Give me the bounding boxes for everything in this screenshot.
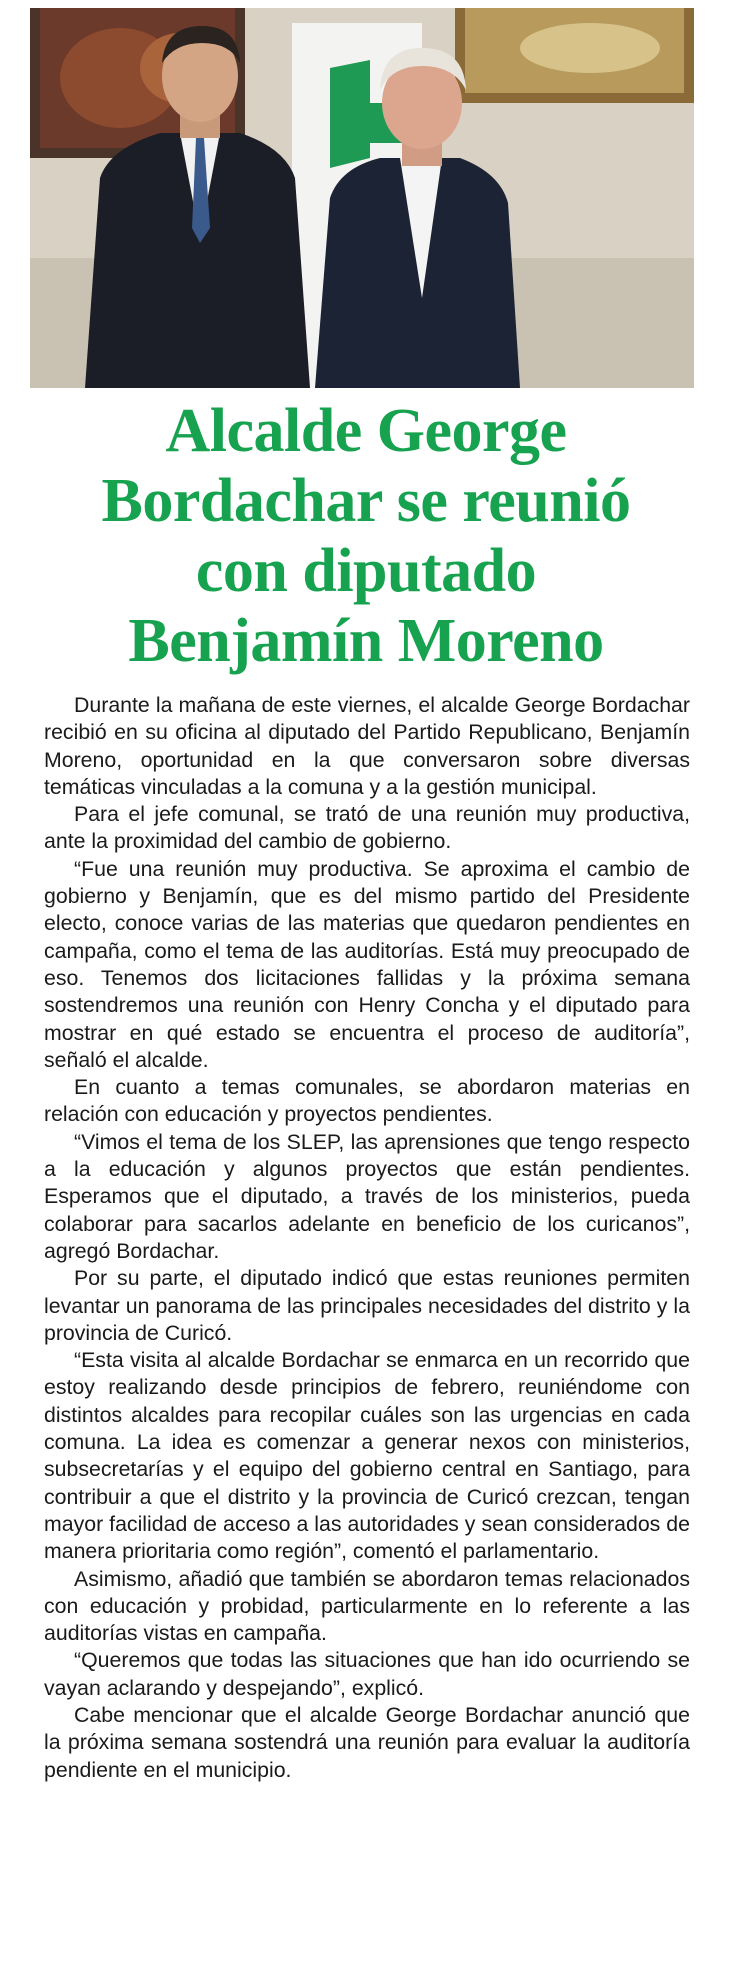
article-paragraph: En cuanto a temas comunales, se abordaron materias en relación con educación y proyectos pendientes. [44,1075,690,1127]
article-paragraph: Asimismo, añadió que también se abordaron temas relacionados con educación y probidad, particularmente en lo referente a las auditorías vistas en campaña. [44,1566,690,1646]
article-paragraph: Para el jefe comunal, se trató de una reunión muy productiva, ante la proximidad del cambio de gobierno. [44,802,690,854]
photo-illustration [30,8,694,388]
article-paragraph: Cabe mencionar que el alcalde George Bordachar anunció que la próxima semana sostendrá una reunión para evaluar la auditoría pendiente en el municipio. [44,1702,690,1782]
headline-line: con diputado [195,537,537,605]
headline [20,396,712,676]
article-paragraph: “Queremos que todas las situaciones que han ido ocurriendo se vayan aclarando y despejando”, explicó. [44,1648,690,1700]
article-paragraph: Por su parte, el diputado indicó que estas reuniones permiten levantar un panorama de las principales necesidades del distrito y la provincia de Curicó. [44,1266,690,1345]
article-photo [30,8,694,388]
article-paragraph: “Esta visita al alcalde Bordachar se enmarca en un recorrido que estoy realizando desde principios de febrero, reuniéndome con distintos alcaldes para recopilar cuáles son las urgencias en cada comuna. La idea es comenzar a generar nexos con ministerios, subsecretarías y el equipo del gobierno central en Santiago, para contribuir a que el distrito y la provincia de Curicó crezcan, tengan mayor facilidad de acceso a las autoridades y sean considerados de manera prioritaria como región”, comentó el parlamentario. [44,1348,690,1564]
article-body [44,692,690,1784]
headline-line: Benjamín Moreno [128,607,604,675]
article-paragraph: “Vimos el tema de los SLEP, las aprensiones que tengo respecto a la educación y algunos proyectos que están pendientes. Esperamos que el diputado, a través de los ministerios, pueda colaborar para sacarlos adelante en beneficio de los curicanos”, agregó Bordachar. [44,1129,690,1263]
article-paragraph: Durante la mañana de este viernes, el alcalde George Bordachar recibió en su oficina al diputado del Partido Republicano, Benjamín Moreno, oportunidad en la que conversaron sobre diversas temáticas vinculadas a la comuna y a la gestión municipal. [44,693,690,799]
headline-line: Alcalde George [165,397,567,465]
headline-line: Bordachar se reunió [101,467,631,535]
article-paragraph: “Fue una reunión muy productiva. Se aproxima el cambio de gobierno y Benjamín, que es del mismo partido del Presidente electo, conoce varias de las materias que quedaron pendientes en campaña, como el tema de las auditorías. Está muy preocupado de eso. Tenemos dos licitaciones fallidas y la próxima semana sostendremos una reunión con Henry Concha y el diputado para mostrar en qué estado se encuentra el proceso de auditoría”, señaló el alcalde. [44,856,690,1072]
